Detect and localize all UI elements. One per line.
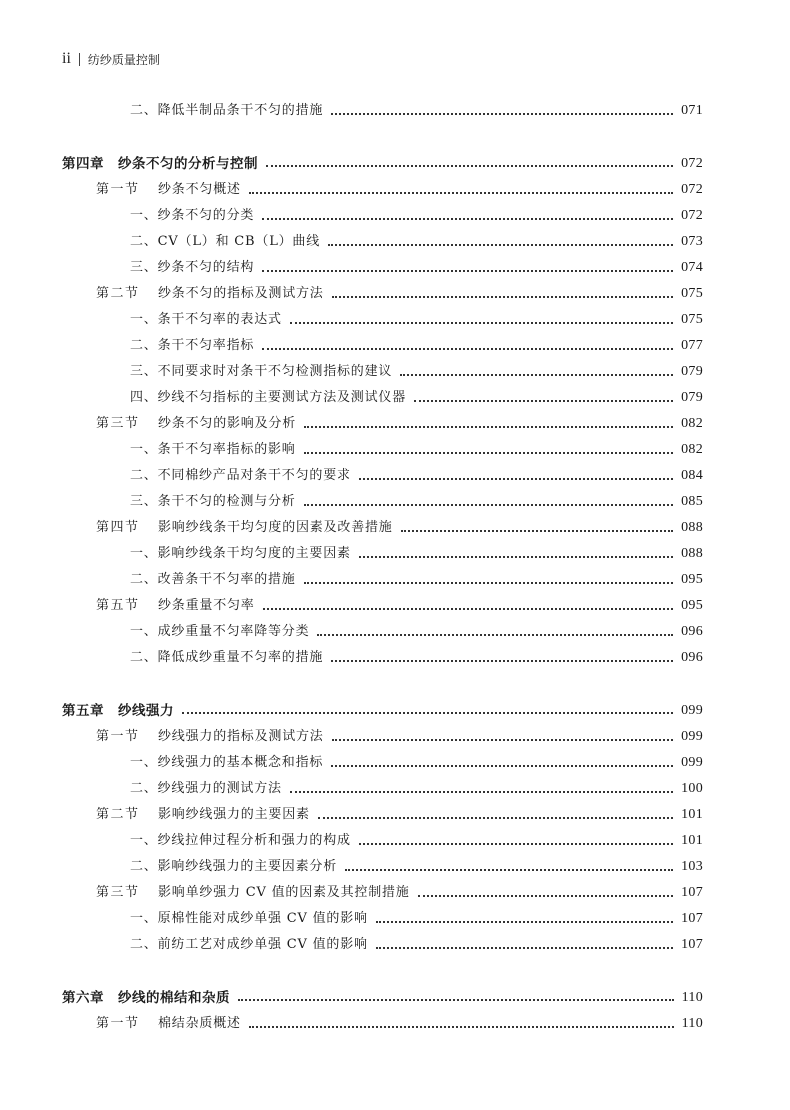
toc-subsection-entry[interactable] bbox=[130, 750, 703, 776]
toc-entry-title bbox=[96, 515, 393, 541]
toc-page-number: 075 bbox=[681, 312, 703, 327]
toc-entry-title: 第六章 纱线的棉结和杂质 bbox=[62, 989, 230, 1006]
toc-page-number: 072 bbox=[681, 182, 703, 197]
toc-entry-title bbox=[96, 880, 410, 906]
dot-leader bbox=[332, 295, 673, 298]
header-divider bbox=[79, 53, 80, 66]
dot-leader bbox=[359, 555, 673, 558]
toc-entry-title: 一、纱线拉伸过程分析和强力的构成 bbox=[130, 833, 351, 848]
toc-page-number: 101 bbox=[681, 833, 703, 848]
section-gap bbox=[0, 958, 790, 984]
toc-subsection-entry[interactable] bbox=[130, 489, 703, 515]
dot-leader bbox=[317, 633, 673, 636]
dot-leader bbox=[249, 191, 673, 194]
toc-entry-title: 一、原棉性能对成纱单强 CV 值的影响 bbox=[130, 911, 368, 926]
section-title: 棉结杂质概述 bbox=[158, 1016, 241, 1031]
toc-subsection-entry[interactable] bbox=[130, 932, 703, 958]
toc-entry-title: 二、条干不匀率指标 bbox=[130, 338, 255, 353]
dot-leader bbox=[304, 425, 673, 428]
toc-page-number: 072 bbox=[681, 208, 703, 223]
toc-section-entry[interactable] bbox=[96, 281, 703, 307]
toc-subsection-entry[interactable] bbox=[130, 307, 703, 333]
toc-entry-title bbox=[96, 593, 255, 619]
toc-page-number: 100 bbox=[681, 781, 703, 796]
toc-entry-title: 第四章 纱条不匀的分析与控制 bbox=[62, 155, 258, 172]
table-of-contents bbox=[0, 98, 790, 1037]
toc-entry-title: 一、纱条不匀的分类 bbox=[130, 208, 255, 223]
toc-page-number: 077 bbox=[681, 338, 703, 353]
dot-leader bbox=[401, 529, 673, 532]
toc-subsection-entry[interactable] bbox=[130, 906, 703, 932]
dot-leader bbox=[262, 217, 673, 220]
toc-page-number: 099 bbox=[681, 702, 703, 718]
dot-leader bbox=[318, 816, 673, 819]
dot-leader bbox=[238, 998, 674, 1001]
toc-subsection-entry[interactable] bbox=[130, 541, 703, 567]
dot-leader bbox=[304, 581, 673, 584]
toc-subsection-entry[interactable] bbox=[130, 645, 703, 671]
toc-subsection-entry[interactable] bbox=[130, 567, 703, 593]
toc-subsection-entry[interactable] bbox=[130, 203, 703, 229]
toc-page-number: 088 bbox=[681, 520, 703, 535]
toc-chapter-entry[interactable] bbox=[62, 697, 703, 724]
toc-subsection-entry[interactable] bbox=[130, 359, 703, 385]
toc-section-entry[interactable] bbox=[96, 411, 703, 437]
dot-leader bbox=[304, 451, 673, 454]
toc-page-number: 079 bbox=[681, 364, 703, 379]
dot-leader bbox=[328, 243, 673, 246]
toc-entry-title: 第五章 纱线强力 bbox=[62, 702, 174, 719]
toc-section-entry[interactable] bbox=[96, 515, 703, 541]
toc-section-entry[interactable] bbox=[96, 802, 703, 828]
toc-page-number: 101 bbox=[681, 807, 703, 822]
dot-leader bbox=[345, 868, 673, 871]
toc-entry-title: 三、不同要求时对条干不匀检测指标的建议 bbox=[130, 364, 393, 379]
toc-subsection-entry[interactable] bbox=[130, 463, 703, 489]
dot-leader bbox=[290, 321, 673, 324]
section-number: 第一节 bbox=[96, 182, 140, 197]
section-number: 第二节 bbox=[96, 286, 140, 301]
toc-page-number: 072 bbox=[681, 155, 703, 171]
toc-entry-title bbox=[96, 1011, 241, 1037]
toc-page-number: 110 bbox=[681, 989, 703, 1005]
toc-section-entry[interactable] bbox=[96, 593, 703, 619]
toc-entry-title: 三、纱条不匀的结构 bbox=[130, 260, 255, 275]
dot-leader bbox=[262, 347, 673, 350]
toc-entry-title bbox=[96, 411, 296, 437]
section-gap bbox=[0, 124, 790, 150]
section-title: 纱条不匀的指标及测试方法 bbox=[158, 286, 324, 301]
toc-subsection-entry[interactable] bbox=[130, 385, 703, 411]
toc-subsection-entry[interactable] bbox=[130, 619, 703, 645]
toc-page-number: 107 bbox=[681, 937, 703, 952]
toc-chapter-entry[interactable] bbox=[62, 150, 703, 177]
toc-entry-title: 二、不同棉纱产品对条干不匀的要求 bbox=[130, 468, 351, 483]
toc-page-number: 074 bbox=[681, 260, 703, 275]
toc-entry-title: 一、条干不匀率指标的影响 bbox=[130, 442, 296, 457]
section-number: 第一节 bbox=[96, 729, 140, 744]
section-title: 纱条重量不匀率 bbox=[158, 598, 255, 613]
toc-subsection-entry[interactable] bbox=[130, 828, 703, 854]
toc-page-number: 096 bbox=[681, 624, 703, 639]
toc-entry-title bbox=[96, 802, 310, 828]
section-title: 纱条不匀的影响及分析 bbox=[158, 416, 297, 431]
toc-subsection-entry[interactable] bbox=[130, 776, 703, 802]
toc-entry-title: 二、降低半制品条干不匀的措施 bbox=[130, 103, 324, 118]
toc-page-number: 073 bbox=[681, 234, 703, 249]
toc-entry-title: 一、影响纱线条干均匀度的主要因素 bbox=[130, 546, 351, 561]
dot-leader bbox=[304, 503, 673, 506]
dot-leader bbox=[400, 373, 673, 376]
section-number: 第五节 bbox=[96, 598, 140, 613]
dot-leader bbox=[266, 164, 673, 167]
toc-page-number: 099 bbox=[681, 729, 703, 744]
toc-entry-title bbox=[96, 177, 241, 203]
toc-entry-title: 一、成纱重量不匀率降等分类 bbox=[130, 624, 310, 639]
section-number: 第一节 bbox=[96, 1016, 140, 1031]
toc-section-entry[interactable] bbox=[96, 724, 703, 750]
toc-page-number: 071 bbox=[681, 103, 703, 118]
section-number: 第二节 bbox=[96, 807, 140, 822]
toc-page-number: 099 bbox=[681, 755, 703, 770]
toc-subsection-entry[interactable] bbox=[130, 98, 703, 124]
toc-page-number: 107 bbox=[681, 911, 703, 926]
section-gap bbox=[0, 671, 790, 697]
toc-entry-title: 二、纱线强力的测试方法 bbox=[130, 781, 282, 796]
toc-page-number: 095 bbox=[681, 572, 703, 587]
section-title: 纱线强力的指标及测试方法 bbox=[158, 729, 324, 744]
dot-leader bbox=[262, 269, 673, 272]
toc-entry-title: 一、条干不匀率的表达式 bbox=[130, 312, 282, 327]
toc-page-number: 088 bbox=[681, 546, 703, 561]
toc-page-number: 103 bbox=[681, 859, 703, 874]
section-number: 第三节 bbox=[96, 416, 140, 431]
toc-entry-title: 一、纱线强力的基本概念和指标 bbox=[130, 755, 324, 770]
toc-subsection-entry[interactable] bbox=[130, 229, 703, 255]
running-header bbox=[62, 50, 160, 68]
toc-entry-title: 二、改善条干不匀率的措施 bbox=[130, 572, 296, 587]
toc-entry-title: 二、降低成纱重量不匀率的措施 bbox=[130, 650, 324, 665]
dot-leader bbox=[359, 477, 673, 480]
section-number: 第四节 bbox=[96, 520, 140, 535]
toc-entry-title: 二、CV（L）和 CB（L）曲线 bbox=[130, 234, 321, 249]
dot-leader bbox=[290, 790, 673, 793]
toc-subsection-entry[interactable] bbox=[130, 854, 703, 880]
section-title: 影响单纱强力 CV 值的因素及其控制措施 bbox=[158, 885, 410, 900]
toc-entry-title bbox=[96, 724, 324, 750]
toc-subsection-entry[interactable] bbox=[130, 255, 703, 281]
toc-subsection-entry[interactable] bbox=[130, 333, 703, 359]
toc-section-entry[interactable] bbox=[96, 1011, 703, 1037]
toc-section-entry[interactable] bbox=[96, 177, 703, 203]
toc-page-number: 110 bbox=[681, 1016, 703, 1031]
dot-leader bbox=[414, 399, 673, 402]
toc-page-number: 107 bbox=[681, 885, 703, 900]
toc-entry-title: 四、纱线不匀指标的主要测试方法及测试仪器 bbox=[130, 390, 407, 405]
toc-entry-title: 二、影响纱线强力的主要因素分析 bbox=[130, 859, 338, 874]
page-number: ii bbox=[62, 50, 71, 67]
dot-leader bbox=[263, 607, 673, 610]
toc-entry-title: 三、条干不匀的检测与分析 bbox=[130, 494, 296, 509]
toc-entry-title bbox=[96, 281, 324, 307]
toc-entry-title: 二、前纺工艺对成纱单强 CV 值的影响 bbox=[130, 937, 368, 952]
dot-leader bbox=[359, 842, 673, 845]
dot-leader bbox=[331, 112, 673, 115]
toc-page-number: 079 bbox=[681, 390, 703, 405]
dot-leader bbox=[376, 920, 673, 923]
toc-page-number: 082 bbox=[681, 416, 703, 431]
toc-page-number: 082 bbox=[681, 442, 703, 457]
toc-page-number: 095 bbox=[681, 598, 703, 613]
book-title: 纺纱质量控制 bbox=[87, 52, 160, 67]
dot-leader bbox=[331, 764, 673, 767]
section-title: 影响纱线条干均匀度的因素及改善措施 bbox=[158, 520, 393, 535]
dot-leader bbox=[332, 738, 673, 741]
section-title: 影响纱线强力的主要因素 bbox=[158, 807, 310, 822]
toc-page-number: 096 bbox=[681, 650, 703, 665]
toc-page-number: 085 bbox=[681, 494, 703, 509]
section-number: 第三节 bbox=[96, 885, 140, 900]
dot-leader bbox=[376, 946, 673, 949]
toc-section-entry[interactable] bbox=[96, 880, 703, 906]
section-title: 纱条不匀概述 bbox=[158, 182, 241, 197]
dot-leader bbox=[182, 711, 673, 714]
dot-leader bbox=[249, 1025, 674, 1028]
dot-leader bbox=[331, 659, 673, 662]
toc-chapter-entry[interactable] bbox=[62, 984, 703, 1011]
toc-page-number: 084 bbox=[681, 468, 703, 483]
dot-leader bbox=[418, 894, 673, 897]
toc-subsection-entry[interactable] bbox=[130, 437, 703, 463]
toc-page-number: 075 bbox=[681, 286, 703, 301]
